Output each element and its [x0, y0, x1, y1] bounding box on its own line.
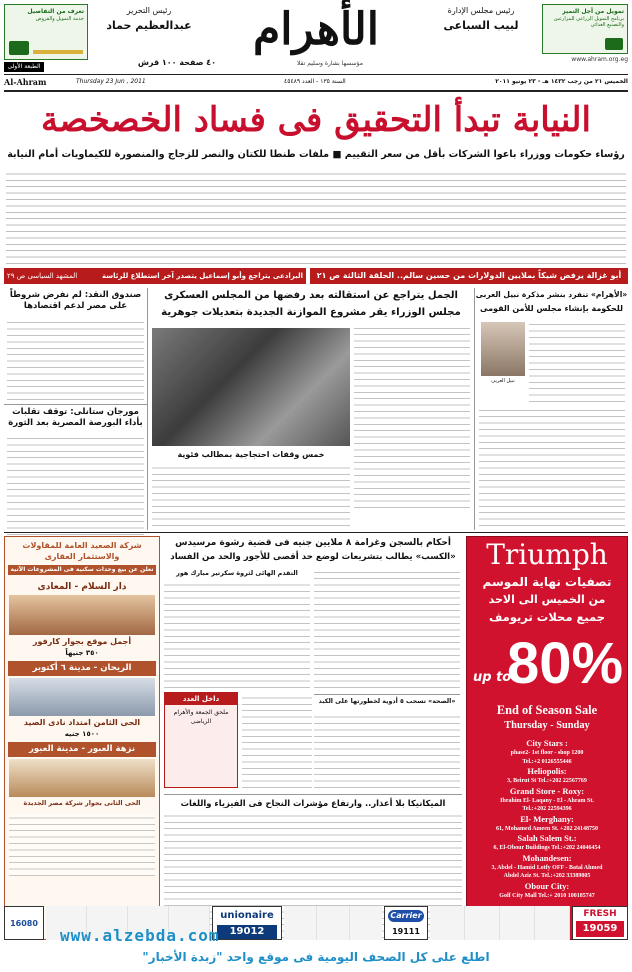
- triumph-store-line: Grand Store - Roxy:: [509, 785, 585, 796]
- strip-left-ref: المشهد السياسى ص ٢٩: [7, 272, 78, 280]
- triumph-percent: 80%: [507, 631, 624, 696]
- right-body-2: [479, 406, 625, 526]
- hotline-ad[interactable]: [4, 906, 44, 940]
- first-edition: الطبعة الأولى: [4, 62, 44, 72]
- center-body-side: [354, 328, 470, 508]
- triumph-store-line: Golf City Mall Tel.:+ 2010 100185747: [499, 892, 595, 899]
- date-ar: الخميس ٢١ من رجب ١٤٣٢ هـ - ٢٣ يونيو ٢٠١١: [495, 78, 628, 85]
- price-box: [96, 58, 216, 72]
- strip-right[interactable]: أبو غزالة يرفض شيكاً بملايين الدولارات من حسين سالم.. الحلقة الثالثة ص ٢١: [310, 268, 628, 284]
- masthead: [0, 0, 632, 96]
- realestate-p1: دار السلام - المعادى: [37, 582, 127, 592]
- chairman-name: لبيب السباعى: [443, 19, 519, 32]
- mid-headline-3[interactable]: التقدم الهائى لثروة سكرتير مبارك هور: [176, 569, 298, 577]
- arabi-photo-caption: نبيل العربى: [491, 378, 515, 384]
- realestate-ad[interactable]: [4, 536, 160, 940]
- inner-issue-box[interactable]: [164, 692, 238, 788]
- protest-photo: [152, 328, 350, 446]
- strip-left: البرادعى يتراجع وأبو إسماعيل يتصدر آخر استطلاع للرئاسة: [101, 272, 303, 280]
- footer-url: www.alzebda.com: [60, 926, 220, 945]
- inner-issue-text: ملحق الجمعة والأهرام الرياضى: [173, 709, 229, 725]
- triumph-up-to: up to: [473, 670, 512, 685]
- bank-logo-icon: [605, 38, 623, 50]
- carrier-num: 19111: [392, 927, 420, 936]
- triumph-brand: Triumph: [486, 538, 608, 571]
- triumph-stores: [467, 738, 627, 900]
- mid-headline-2[interactable]: «الكسب» يطالب بتشريعات لوضع حد أقصى للأجور والحد من الفساد: [170, 552, 456, 562]
- triumph-store-line: 3, Abdel - Hamid Lotfy OFF - Batal Ahmed: [491, 864, 603, 871]
- realestate-title: شركة الصعيد العامة للمقاولات والاستثمار العقارى: [22, 541, 142, 561]
- triumph-days: Thursday - Sunday: [504, 720, 590, 731]
- mid-rule: [4, 532, 628, 533]
- mid-stories: [164, 536, 462, 940]
- triumph-store-line: Abdel Aziz St. Tel.:+202 33389805: [503, 873, 591, 879]
- mid-headline-4[interactable]: «الصحة» تسحب ٥ أدوية لخطورتها على الكبد: [314, 694, 460, 709]
- left-body-2: [7, 435, 144, 535]
- triumph-store-line: phase2- 1st floor - shop 1200: [510, 750, 584, 756]
- triumph-store-line: Obour City:: [524, 880, 570, 891]
- masthead-ad-right[interactable]: [4, 4, 88, 60]
- editor-label: رئيس التحرير: [126, 6, 172, 15]
- triumph-store-line: City Stars :: [526, 738, 568, 748]
- triumph-discount: [467, 630, 627, 702]
- unionaire-ad[interactable]: [212, 906, 282, 940]
- carrier-ad[interactable]: [384, 906, 428, 940]
- hotline-num: 16080: [10, 919, 38, 928]
- brand-en: Al-Ahram: [4, 77, 47, 87]
- chairman-block: [426, 6, 536, 54]
- right-headline-1[interactable]: «الأهرام» تنفرد بنشر مذكرة نبيل العربى: [475, 290, 628, 299]
- website[interactable]: www.ahram.org.eg: [571, 56, 628, 63]
- fresh-ad[interactable]: [572, 906, 628, 940]
- realestate-p6: الحى الثانى بجوار شركة مصر الجديدة: [23, 799, 141, 807]
- triumph-store-line: 61, Mohamed Ameen St. +202 24148750: [496, 825, 598, 832]
- mid-body-2: [164, 582, 310, 688]
- logo-text: الأهرام: [253, 4, 379, 55]
- triumph-store-line: Heliopolis:: [527, 766, 567, 776]
- mid-body-3: [242, 692, 312, 788]
- triumph-offer-3: جميع محلات تريومف: [488, 610, 606, 624]
- mid-headline-1[interactable]: أحكام بالسجن وغرامة ٨ ملايين جنيه فى قضية رشوة مرسيدس: [175, 538, 451, 548]
- triumph-store-line: Tel.:+2 0126555446: [522, 758, 572, 765]
- main-headline[interactable]: النيابة تبدأ التحقيق فى فساد الخصخصة: [41, 100, 591, 140]
- mid-body-4: [314, 712, 460, 788]
- masthead-ad-left-title: تمويل من أجل التميز: [562, 8, 624, 15]
- inner-issue-title: داخل العدد: [165, 693, 237, 705]
- unionaire-logo: unionaire: [220, 910, 274, 921]
- triumph-offer-2: من الخميس الى الاحد: [488, 593, 606, 606]
- left-headline-2[interactable]: مورجان ستانلى: توقف تقلبات بأداء البورصة المصرية بعد الثورة: [4, 404, 147, 431]
- realestate-p2: أجمل موقع بجوار كارفور: [32, 637, 132, 646]
- center-body-bottom: [152, 464, 350, 526]
- fresh-num: 19059: [576, 921, 624, 937]
- subheadline[interactable]: رؤساء حكومات ووزراء باعوا الشركات بأقل من سعر التقييم ■ ملفات طنطا للكتان والنصر للزجاج والمنصورة للكيماويات أمام النيابة: [7, 149, 625, 160]
- triumph-store-line: Tel.:+202 22594396: [522, 806, 572, 812]
- chairman-label: رئيس مجلس الإدارة: [447, 6, 515, 15]
- bank-stripe: [33, 50, 83, 54]
- right-headline-2[interactable]: للحكومة بإنشاء مجلس للأمن القومى: [480, 304, 623, 313]
- fresh-logo: FRESH: [583, 909, 617, 919]
- center-headline-2[interactable]: مجلس الوزراء يقر مشروع الموازنة الجديدة بتعديلات جوهرية: [161, 307, 461, 318]
- arabi-photo: [481, 322, 525, 376]
- bottom-ad-strip-2: [284, 906, 382, 940]
- triumph-store-line: Salah Salem St.:: [517, 833, 577, 843]
- mid-body-1: [314, 568, 460, 688]
- realestate-details: [9, 814, 155, 876]
- triumph-store-line: Ibrahim El- Laqany - El - Ahram St.: [500, 797, 594, 804]
- bottom-ad-strip-3: [430, 906, 570, 940]
- center-section: [152, 288, 470, 530]
- issue: السنة ١٣٥ - العدد ٤٥٤٨٩: [284, 78, 346, 85]
- mid-headline-5[interactable]: الميكانيكا بلا أعذار.. وارتفاع مؤشرات النجاح فى الفيزياء واللغات: [164, 794, 462, 811]
- realestate-p5: نزهة العبور - مدينة العبور: [8, 742, 156, 757]
- top-body-text: [6, 168, 626, 264]
- building-image-3: [9, 759, 155, 797]
- strip: [4, 268, 628, 284]
- unionaire-num: 19012: [217, 925, 277, 939]
- strip-left-box[interactable]: [4, 268, 306, 284]
- building-image-2: [9, 678, 155, 716]
- masthead-ad-right-title: تعرف من التفاصيل: [27, 8, 84, 15]
- masthead-ad-left-text: برنامج التمويل الزراعي للمزارعين والتصنيع الغذائي: [553, 16, 624, 28]
- left-headline-1[interactable]: صندوق النقد: لم نفرض شروطاً على مصر لدعم اقتصادها: [9, 290, 142, 311]
- triumph-store-line: Mohandesen:: [522, 852, 572, 863]
- right-body-1: [529, 322, 625, 402]
- realestate-p4: الحى الثامن امتداد نادى الصيد: [23, 718, 141, 727]
- masthead-ad-right-text: خدمة التمويل والقروض: [35, 16, 84, 22]
- editor-name: عبدالعظيم حماد: [106, 19, 192, 32]
- date-line: [4, 76, 628, 88]
- triumph-store-line: 3, Beirut St Tel.:+202 22567769: [507, 778, 587, 784]
- footer-tagline: اطلع على كل الصحف اليومية فى موقع واحد "زبدة الأخبار": [142, 950, 490, 964]
- triumph-offer-1: تصفيات نهاية الموسم: [482, 575, 612, 589]
- triumph-store-line: El- Merghany:: [520, 813, 574, 824]
- left-column: [4, 288, 148, 530]
- left-body-1: [7, 318, 144, 400]
- realestate-price-2: ١٥٠٠ جنيه: [64, 730, 100, 738]
- price: ٤٠ صفحة ١٠٠ قرش: [137, 58, 216, 67]
- center-headline-1[interactable]: الجمل يتراجع عن استقالته بعد رفضها من المجلس العسكرى: [164, 290, 458, 301]
- realestate-price-1: ٣٥٠ جنيهاً: [65, 649, 99, 657]
- founder: مؤسسها بشارة وسليم تقلا: [297, 60, 363, 67]
- building-image-1: [9, 595, 155, 635]
- masthead-ad-left[interactable]: [542, 4, 628, 54]
- date-en: Thursday 23 Jun , 2011: [76, 78, 146, 85]
- triumph-ad[interactable]: [466, 536, 628, 940]
- triumph-store-line: 6, El-Obour Buildings Tel.:+202 24046454: [493, 845, 601, 851]
- triumph-sale: End of Season Sale: [496, 703, 598, 717]
- carrier-logo: Carrier: [388, 910, 424, 922]
- realestate-p3: الريحان - مدينة ٦ أكتوبر: [8, 661, 156, 676]
- logo: [210, 6, 422, 58]
- realestate-sub: تعلن عن بيع وحدات سكنية فى المشروعات الآتية: [8, 565, 156, 575]
- center-caption[interactable]: خمس وقفات احتجاجية بمطالب فئوية: [177, 450, 325, 459]
- date-rule-top: [4, 74, 628, 75]
- date-rule-bottom: [4, 90, 628, 92]
- right-column: [474, 288, 628, 530]
- bank-logo-icon: [9, 41, 29, 55]
- editor-block: [94, 6, 204, 54]
